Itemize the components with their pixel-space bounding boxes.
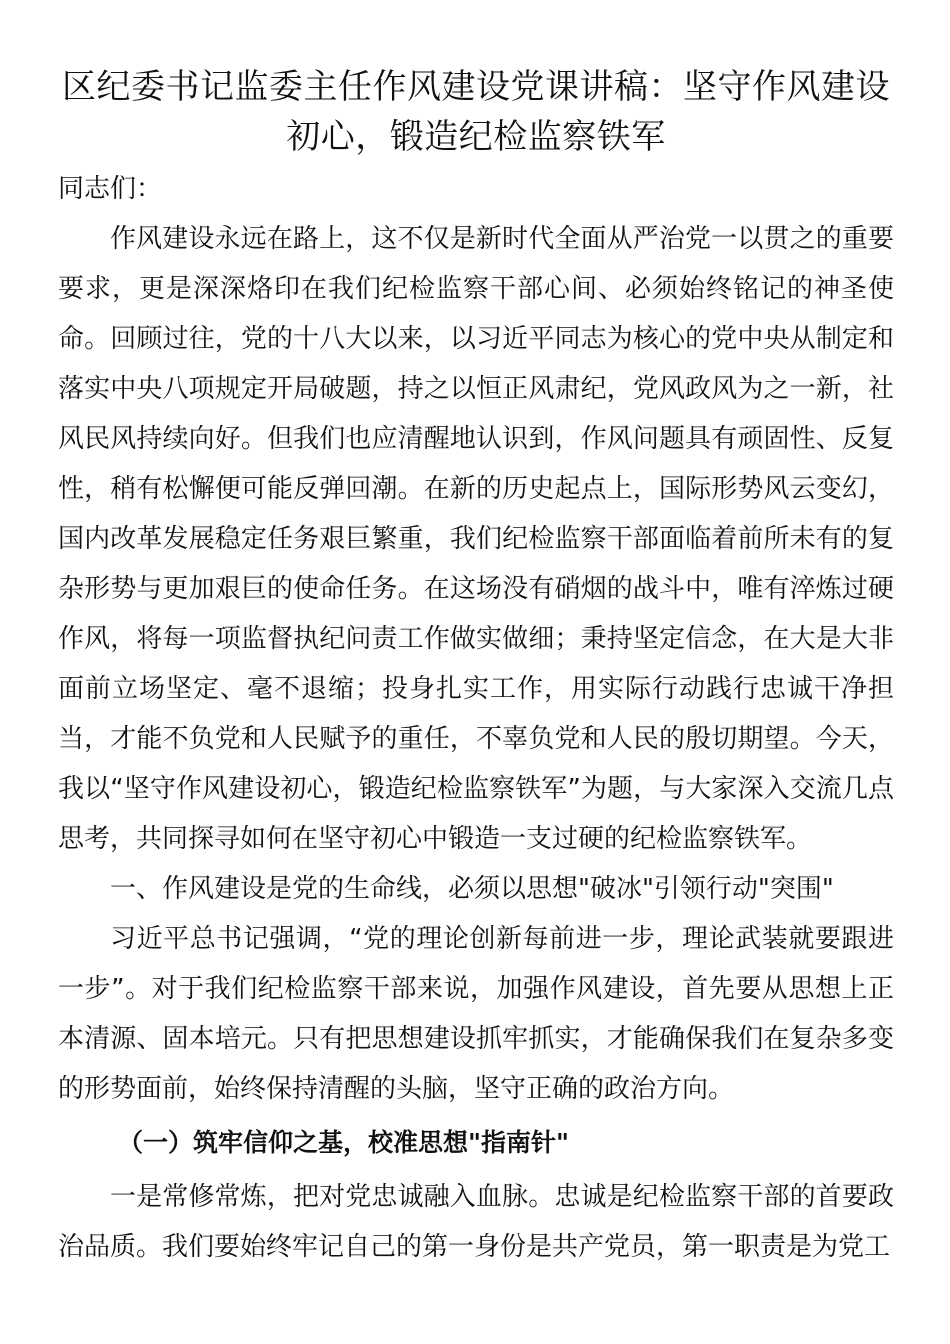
section-paragraph: 习近平总书记强调，“党的理论创新每前进一步，理论武装就要跟进一步”。对于我们纪检监察干部来说，加强作风建设，首先要从思想上正本清源、固本培元。只有把思想建设抓牢抓实，才能确保我们在复杂多变的形势面前，始终保持清醒的头脑，坚守正确的政治方向。 — [58, 924, 894, 1104]
subsection-paragraph: 一是常修常炼，把对党忠诚融入血脉。忠诚是纪检监察干部的首要政治品质。我们要始终牢记自己的第一身份是共产党员，第一职责是为党工 — [58, 1182, 894, 1262]
document-page — [58, 62, 894, 1272]
section-heading: 一、作风建设是党的生命线，必须以思想"破冰"引领行动"突围" — [110, 874, 834, 904]
salutation: 同志们： — [58, 174, 163, 204]
subsection-heading: （一）筑牢信仰之基，校准思想"指南针" — [118, 1128, 570, 1157]
document-title: 区纪委书记监委主任作风建设党课讲稿：坚守作风建设初心，锻造纪检监察铁军 — [62, 67, 890, 157]
intro-paragraph: 作风建设永远在路上，这不仅是新时代全面从严治党一以贯之的重要要求，更是深深烙印在我们纪检监察干部心间、必须始终铭记的神圣使命。回顾过往，党的十八大以来，以习近平同志为核心的党中央从制定和落实中央八项规定开局破题，持之以恒正风肃纪，党风政风为之一新，社风民风持续向好。但我们也应清醒地认识到，作风问题具有顽固性、反复性，稍有松懈便可能反弹回潮。在新的历史起点上，国际形势风云变幻，国内改革发展稳定任务艰巨繁重，我们纪检监察干部面临着前所未有的复杂形势与更加艰巨的使命任务。在这场没有硝烟的战斗中，唯有淬炼过硬作风，将每一项监督执纪问责工作做实做细；秉持坚定信念，在大是大非面前立场坚定、毫不退缩；投身扎实工作，用实际行动践行忠诚干净担当，才能不负党和人民赋予的重任，不辜负党和人民的殷切期望。今天，我以“坚守作风建设初心，锻造纪检监察铁军”为题，与大家深入交流几点思考，共同探寻如何在坚守初心中锻造一支过硬的纪检监察铁军。 — [58, 224, 894, 854]
